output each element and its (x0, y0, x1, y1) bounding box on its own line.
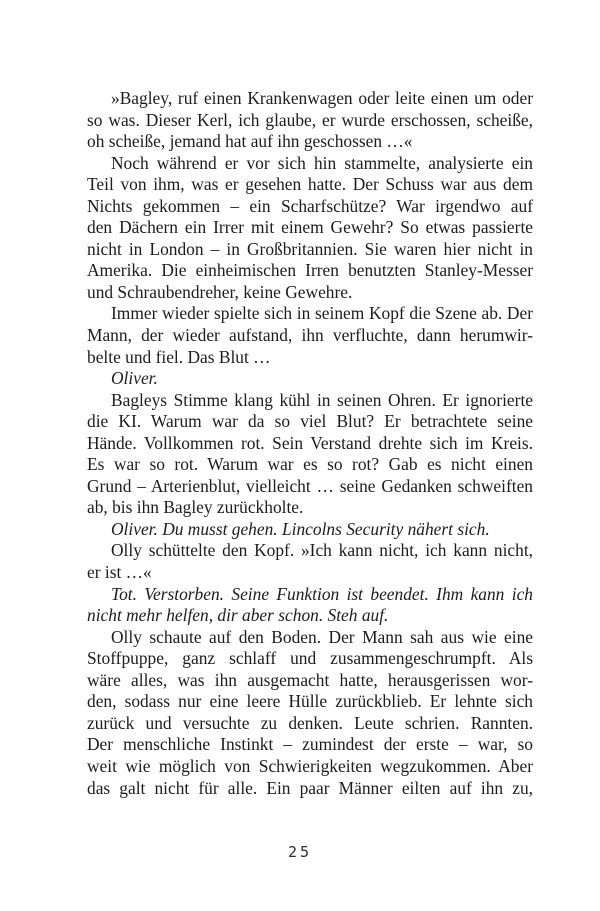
text-line: oh scheiße, jemand hat auf ihn geschossen …« (87, 131, 413, 152)
text-line: weit wie möglich von Schwierigkeiten wegzukommen. Aber (87, 755, 533, 776)
text-line: belte und fiel. Das Blut … (87, 346, 271, 367)
page-body-text (87, 88, 533, 799)
text-line: den Dächern ein Irrer mit einem Gewehr? So etwas passierte (87, 217, 533, 238)
text-line: den, sodass nur eine leere Hülle zurückblieb. Er lehnte sich (87, 691, 533, 712)
text-line: er ist …« (87, 562, 152, 583)
text-line: Es war so rot. Warum war es so rot? Gab es nicht einen (87, 454, 533, 475)
text-line: das galt nicht für alle. Ein paar Männer eilten auf ihn zu, (87, 777, 533, 798)
text-line: Bagleys Stimme klang kühl in seinen Ohren. Er ignorierte (111, 389, 533, 410)
text-line: Immer wieder spielte sich in seinem Kopf die Szene ab. Der (111, 303, 533, 324)
text-line: Olly schaute auf den Boden. Der Mann sah aus wie eine (111, 626, 533, 647)
text-line: Stoffpuppe, ganz schlaff und zusammengeschrumpft. Als (87, 648, 533, 669)
text-line: Olly schüttelte den Kopf. »Ich kann nicht, ich kann nicht, (111, 540, 533, 561)
text-line: zurück und versuchte zu denken. Leute schrien. Rannten. (87, 712, 533, 733)
text-line-italic: Tot. Verstorben. Seine Funktion ist beendet. Ihm kann ich (111, 583, 533, 604)
text-line: wäre alles, was ihn ausgemacht hatte, herausgerissen wor- (87, 669, 533, 690)
text-line: so was. Dieser Kerl, ich glaube, er wurde erschossen, scheiße, (87, 109, 533, 130)
text-line: Amerika. Die einheimischen Irren benutzten Stanley-Messer (87, 260, 533, 281)
text-line-italic: Oliver. Du musst gehen. Lincolns Security nähert sich. (111, 518, 490, 539)
text-line: Der menschliche Instinkt – zumindest der erste – war, so (87, 734, 533, 755)
page-number: 25 (287, 843, 313, 861)
text-line: nicht in London – in Großbritannien. Sie waren hier nicht in (87, 238, 533, 259)
text-line: »Bagley, ruf einen Krankenwagen oder leite einen um oder (111, 88, 533, 108)
text-line: Noch während er vor sich hin stammelte, analysierte ein (111, 152, 533, 173)
text-line: Hände. Vollkommen rot. Sein Verstand drehte sich im Kreis. (87, 432, 533, 453)
text-line: Grund – Arterienblut, vielleicht … seine Gedanken schweiften (87, 475, 533, 496)
text-line: Nichts gekommen – ein Scharfschütze? War irgendwo auf (87, 195, 533, 216)
text-line-italic: nicht mehr helfen, dir aber schon. Steh auf. (87, 605, 389, 626)
text-line: ab, bis ihn Bagley zurückholte. (87, 497, 304, 518)
text-line-italic: Oliver. (111, 368, 158, 389)
text-line: und Schraubendreher, keine Gewehre. (87, 281, 353, 302)
text-line: Teil von ihm, was er gesehen hatte. Der Schuss war aus dem (87, 174, 533, 195)
text-line: Mann, der wieder aufstand, ihn verfluchte, dann herumwir- (87, 325, 533, 346)
text-line: die KI. Warum war da so viel Blut? Er betrachtete seine (87, 411, 533, 432)
